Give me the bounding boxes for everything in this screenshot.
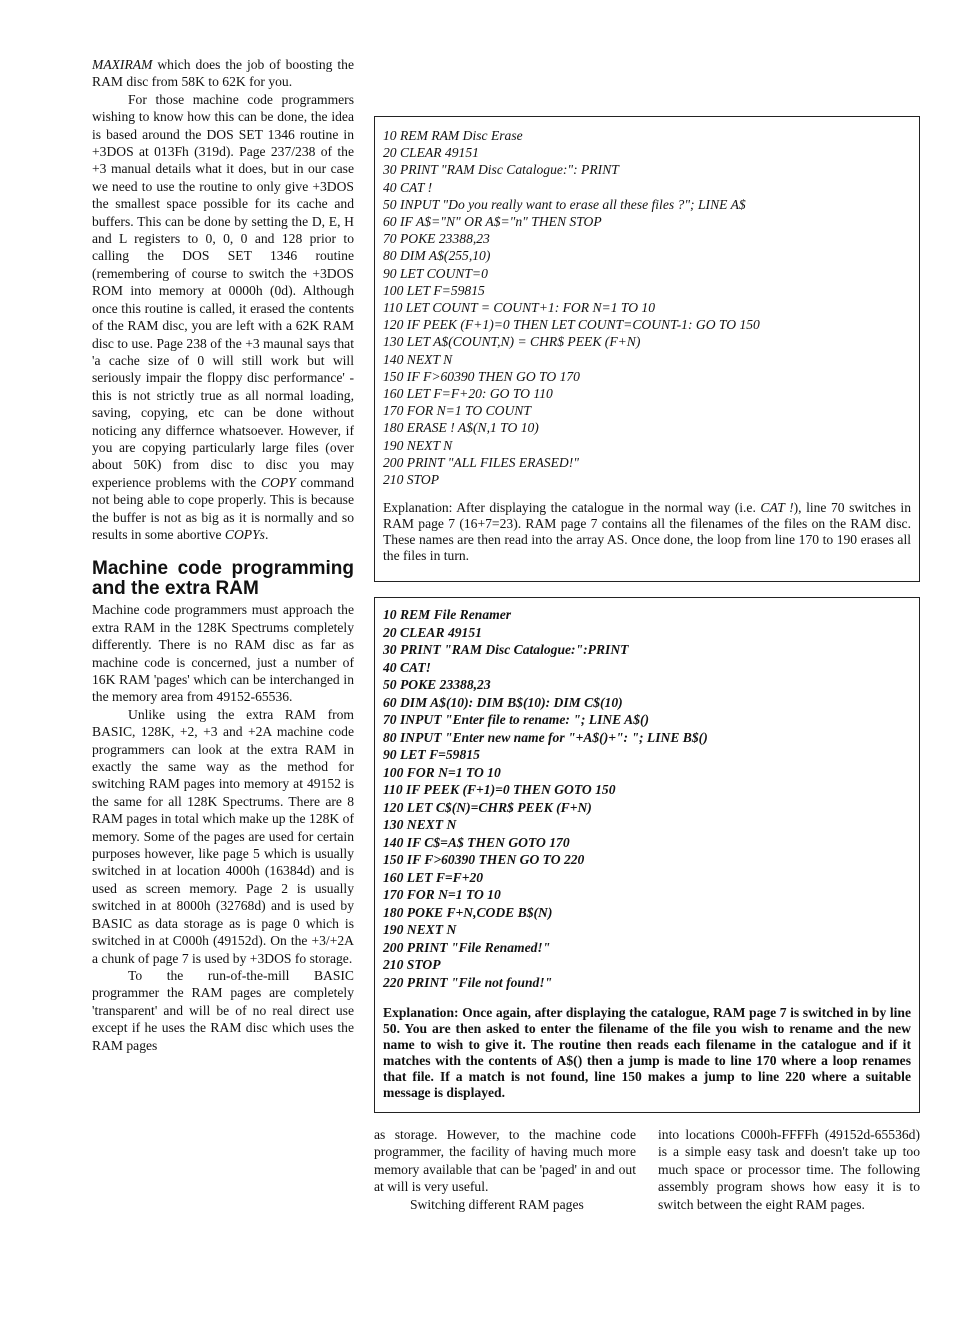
explanation-1-post: ), line 70 switches in RAM page 7 (16+7=23). RAM page 7 contains all the filenames of the files on the RAM disc. These names are then read into the array AS. Once done, the loop from line 170 to 190 erases all the files in turn.	[383, 500, 911, 564]
code-line: 50 INPUT "Do you really want to erase all these files ?"; LINE A$	[383, 196, 746, 212]
explanation-1	[383, 500, 911, 564]
code-line: 140 IF C$=A$ THEN GOTO 170	[383, 834, 570, 850]
code-line: 60 IF A$="N" OR A$="n" THEN STOP	[383, 214, 602, 230]
code-line: 30 PRINT "RAM Disc Catalogue:": PRINT	[383, 162, 619, 178]
code-line: 90 LET COUNT=0	[383, 265, 488, 281]
code-line: 190 NEXT N	[383, 922, 457, 937]
dos-set-text: For those machine code programmers wishing to know how this can be done, the idea is based around the DOS SET 1346 routine in +3DOS at 013Fh (319d). Page 237/238 of the +3 manual details what it does, but in our case we need to use the routine to only give +3DOS the smallest space possible for its cache and buffers. This can be done by setting the D, E, H and L registers to 0, 0, 0 and 128 prior to calling the DOS SET 1346 routine (remembering of course to switch the +3DOS ROM into memory at 0000h (0d). Although once this routine is called, it erased the contents of the RAM disc, you are left with a 62K RAM disc to use. Page 238 of the +3 maunal says that 'a cache size of 0 will still work but will seriously impair the floppy disc performance' - this is not strictly true as all normal loading, saving, copying, etc can be done without noticing any differnce whatsoever. However, if you are copying particularly large files (over about 50K) from disc to disc you may experience problems with the	[92, 91, 354, 490]
explanation-1-pre: Explanation: After displaying the catalogue in the normal way (i.e.	[383, 500, 761, 516]
code-line: 70 POKE 23388,23	[383, 231, 490, 247]
code-line: 170 FOR N=1 TO COUNT	[383, 403, 531, 419]
code-line: 80 DIM A$(255,10)	[383, 248, 491, 264]
code-line: 170 FOR N=1 TO 10	[383, 887, 501, 902]
code-line: 160 LET F=F+20: GO TO 110	[383, 386, 553, 402]
storage-paragraph: as storage. However, to the machine code programmer, the facility of having much more memory available that can be 'paged' in and out at will is very useful.	[374, 1127, 636, 1195]
cat-term: CAT !	[760, 500, 794, 516]
code-line: 20 CLEAR 49151	[383, 624, 482, 640]
code-line: 190 NEXT N	[383, 437, 453, 453]
code-line: 130 LET A$(COUNT,N) = CHR$ PEEK (F+N)	[383, 334, 641, 350]
code-line: 120 LET C$(N)=CHR$ PEEK (F+N)	[383, 799, 592, 815]
code-line: 70 INPUT "Enter file to rename: "; LINE A$()	[383, 712, 650, 727]
basic-programmer-paragraph: To the run-of-the-mill BASIC programmer the RAM pages are completely 'transparent' and will be of no real direct use except if he uses the RAM disc which uses the RAM pages	[92, 967, 354, 1053]
code-line: 180 ERASE ! A$(N,1 TO 10)	[383, 420, 539, 436]
code-line: 220 PRINT "File not found!"	[383, 974, 553, 990]
code-line: 210 STOP	[383, 472, 440, 488]
code-listing-2	[383, 606, 911, 991]
copy-term: COPY	[260, 474, 296, 490]
code-line: 120 IF PEEK (F+1)=0 THEN LET COUNT=COUNT-1: GO TO 150	[383, 317, 760, 333]
code-line: 80 INPUT "Enter new name for "+A$()+": "; LINE B$()	[383, 729, 708, 745]
code-line: 100 FOR N=1 TO 10	[383, 764, 501, 780]
code-line: 30 PRINT "RAM Disc Catalogue:":PRINT	[383, 642, 629, 657]
code-line: 150 IF F>60390 THEN GO TO 220	[383, 852, 585, 867]
dos-set-text-mid: command not being able to cope properly. This is because the buffer is not as big as it is normally and so results in some abortive	[92, 474, 354, 542]
explanation-2: Explanation: Once again, after displaying the catalogue, RAM page 7 is switched in by line 50. You are then asked to enter the filename of the file you wish to rename and the new name to wish to give it. The routine then reads each filename in the catalogue and if it matches with the contents of A$() then a jump is made to line 170 where a loop renames that file. If a match is not found, line 150 makes a jump to line 220 where a suitable message is displayed.	[383, 1005, 911, 1100]
code-listing-1	[383, 127, 911, 488]
code-line: 210 STOP	[383, 957, 441, 972]
copys-term: COPYs	[224, 526, 265, 542]
code-line: 50 POKE 23388,23	[383, 677, 491, 692]
code-line: 160 LET F=F+20	[383, 869, 484, 885]
extra-ram-paragraph: Unlike using the extra RAM from BASIC, 128K, +2, +3 and +2A machine code programmers can look at the extra RAM in exactly the same way as the method for switching RAM pages into memory at 49152 is the same for all 128K Spectrums. There are 8 RAM pages in total which make up the 128K of memory. Some of the pages are used for certain purposes however, like page 5 which is usually switched in at location 4000h (16384d) and is used as screen memory. Page 2 is usually switched in at 8000h (32768d) and is used by BASIC as data storage as is page 0 which is switched in at C000h (49152d). On the +3/+2A a chunk of page 7 is used by +3DOS fo storage.	[92, 706, 354, 966]
bottom-middle-column	[374, 1126, 636, 1213]
code-line: 20 CLEAR 49151	[383, 145, 479, 161]
code-line: 100 LET F=59815	[383, 282, 485, 298]
code-line: 180 POKE F+N,CODE B$(N)	[383, 904, 553, 920]
switching-paragraph: Switching different RAM pages	[410, 1196, 584, 1212]
bottom-right-column	[658, 1126, 920, 1213]
listing-ram-disc-erase	[374, 116, 920, 582]
left-column	[92, 56, 354, 1054]
code-line: 10 REM File Renamer	[383, 607, 512, 622]
code-line: 90 LET F=59815	[383, 747, 480, 762]
listing-file-renamer	[374, 597, 920, 1113]
code-line: 60 DIM A$(10): DIM B$(10): DIM C$(10)	[383, 694, 623, 710]
intro-text: which does the job of boosting the RAM disc from 58K to 62K for you.	[92, 57, 354, 90]
code-line: 200 PRINT "File Renamed!"	[383, 939, 551, 955]
dos-set-text-end: .	[264, 526, 269, 542]
dos-set-paragraph	[92, 91, 354, 544]
code-line: 40 CAT!	[383, 659, 431, 675]
code-line: 10 REM RAM Disc Erase	[383, 128, 523, 143]
intro-paragraph	[92, 56, 354, 91]
code-line: 200 PRINT "ALL FILES ERASED!"	[383, 454, 579, 470]
locations-paragraph: into locations C000h-FFFFh (49152d-65536d) is a simple easy task and doesn't take up too much space or processor time. The following assembly program shows how easy it is to switch between the eight RAM pages.	[658, 1127, 920, 1212]
machine-code-paragraph: Machine code programmers must approach the extra RAM in the 128K Spectrums completely differently. There is no RAM disc as far as machine code is concerned, just a number of 16K RAM 'pages' which can be interchanged in the memory area from 49152-65536.	[92, 602, 354, 705]
code-line: 110 LET COUNT = COUNT+1: FOR N=1 TO 10	[383, 300, 656, 316]
code-line: 40 CAT !	[383, 179, 433, 195]
code-line: 110 IF PEEK (F+1)=0 THEN GOTO 150	[383, 782, 616, 797]
code-line: 130 NEXT N	[383, 817, 457, 832]
section-heading: Machine code programming and the extra RAM	[92, 558, 354, 600]
maxiram-term: MAXIRAM	[92, 57, 153, 72]
code-line: 150 IF F>60390 THEN GO TO 170	[383, 368, 580, 384]
code-line: 140 NEXT N	[383, 351, 453, 367]
